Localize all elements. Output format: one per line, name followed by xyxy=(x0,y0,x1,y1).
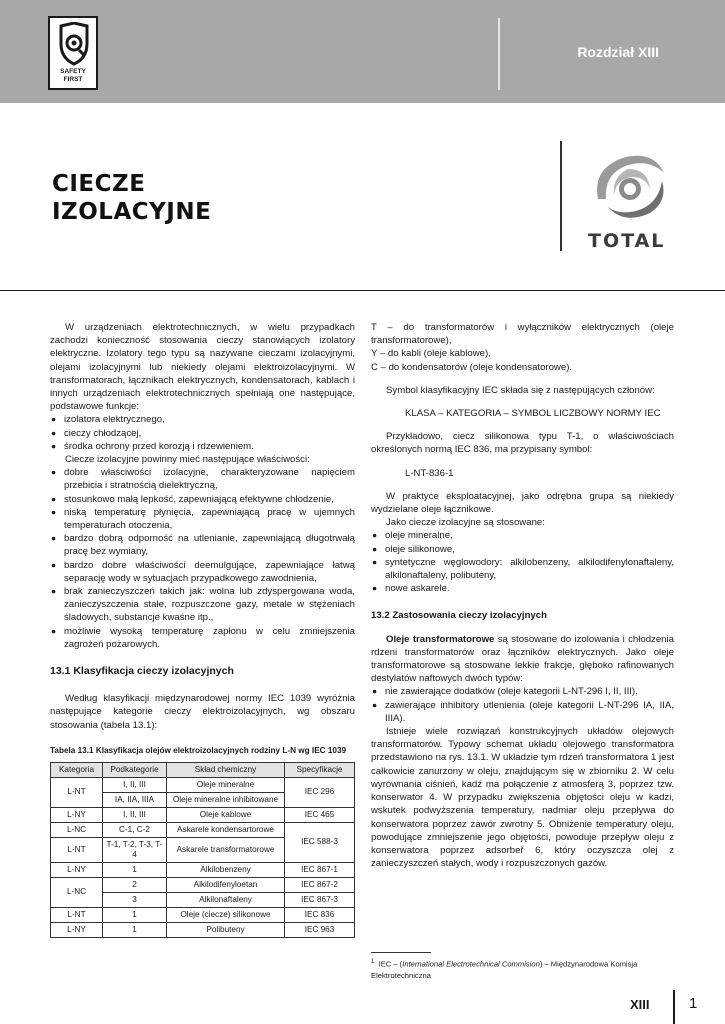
table-cell: L-NY xyxy=(51,807,103,822)
section-paragraph: Według klasyfikacji międzynarodowej normy IEC 1039 wyróżnia następujące kategorie cieczy elektroizolacyjnych, wg obszaru stosowania (tabela 13.1): xyxy=(50,693,355,731)
table-header-row xyxy=(51,762,355,777)
table-cell: Oleje kablowe xyxy=(167,807,285,822)
list-item: ● brak zanieczyszczeń takich jak: wolna lub zdyspergowana woda, zanieczyszczenia stałe, rozpuszczone gazy, metale w stężeniach śladowych, substancje kwaśne itp., xyxy=(50,585,355,625)
code-line: C – do kondensatorów (oleje kondensatorowe). xyxy=(371,361,573,373)
safety-shield-icon xyxy=(55,22,93,66)
table-row xyxy=(51,877,355,892)
table-cell: IEC 867-2 xyxy=(285,877,355,892)
table-cell: Alkilobenzeny xyxy=(167,862,285,877)
table-cell: L-NT xyxy=(51,837,103,862)
total-logo-icon xyxy=(588,147,670,227)
table-row xyxy=(51,862,355,877)
page-title xyxy=(52,170,211,226)
table-cell: Oleje (ciecze) silikonowe xyxy=(167,907,285,922)
list-item: ● nie zawierające dodatków (oleje kategorii L-NT-296 I, II, III), xyxy=(371,685,674,698)
header-band xyxy=(0,0,725,103)
table-cell: L-NT xyxy=(51,777,103,807)
table-cell: IEC 588-3 xyxy=(285,822,355,862)
properties-list xyxy=(50,466,355,651)
table-cell: IEC 867-1 xyxy=(285,862,355,877)
table-cell: L-NC xyxy=(51,822,103,837)
symbol-formula: KLASA – KATEGORIA – SYMBOL LICZBOWY NORMY IEC xyxy=(405,408,661,420)
table-cell: IEC 296 xyxy=(285,777,355,807)
list-item: ● cieczy chłodzącej, xyxy=(50,427,355,440)
footnote-prefix: IEC – ( xyxy=(378,959,403,969)
table-caption: Tabela 13.1 Klasyfikacja olejów elektroizolacyjnych rodziny L-N wg IEC 1039 xyxy=(50,745,347,755)
logo-text-line2: FIRST xyxy=(63,76,83,83)
list-item: ● oleje silikonowe, xyxy=(371,543,674,556)
table-row xyxy=(51,922,355,937)
list-item: ● stosunkowo małą lepkość, zapewniającą efektywne chłodzenie, xyxy=(50,493,355,506)
symbol-paragraph: Symbol klasyfikacyjny IEC składa się z następujących członów: xyxy=(386,384,655,396)
table-cell: 1 xyxy=(103,922,167,937)
list-item: ● bardzo dobre właściwości deemulgujące, zapewniające łatwą separację wody w sytuacjach przypadkowego zawodnienia, xyxy=(50,559,355,585)
table-cell: IEC 867-3 xyxy=(285,892,355,907)
table-cell: IEC 963 xyxy=(285,922,355,937)
oil-term: Oleje transformatorowe xyxy=(386,633,495,645)
table-cell: Oleje mineralne inhibitowane xyxy=(167,792,285,807)
properties-intro: Ciecze izolacyjne powinny mieć następujące właściwości: xyxy=(65,454,310,466)
left-column xyxy=(50,321,355,938)
brand-divider xyxy=(560,141,562,251)
code-line: T – do transformatorów i wyłączników elektrycznych (oleje transformatorowe), xyxy=(371,322,674,347)
table-row xyxy=(51,777,355,792)
table-cell: L-NC xyxy=(51,877,103,907)
table-cell: Oleje mineralne xyxy=(167,777,285,792)
list-item: ● oleje mineralne, xyxy=(371,529,674,542)
list-item: ● zawierające inhibitory utlenienia (oleje kategorii L-NT-296 IA, IIA, IIIA). xyxy=(371,699,674,725)
table-header: Kategoria xyxy=(51,762,103,777)
code-line: Y – do kabli (oleje kablowe), xyxy=(371,348,491,360)
table-cell: L-NY xyxy=(51,922,103,937)
oil-text: są stosowane do izolowania i chłodzenia rdzeni transformatorów oraz łączników elektrycznych. Jako oleje transformatorowe są stosowane lekkie frakcje, głęboko rafinowanych destylatów naftowych dwóch typów: xyxy=(371,633,674,685)
header-rule xyxy=(0,290,725,291)
list-item: ● nowe askarele. xyxy=(371,582,674,595)
table-cell: Polibuteny xyxy=(167,922,285,937)
table-row xyxy=(51,822,355,837)
intro-paragraph: W urządzeniach elektrotechnicznych, w wielu przypadkach zachodzi konieczność stosowania cieczy stanowiących izolatory elektryczne. Izolatory tego typu są nazywane cieczami izolacyjnymi, olejami izolacyjnymi lub niekiedy olejami elektroizolacyjnymi. W transformatorach, łącznikach elektrycznych, kondensatorach, kablach i innych urządzeniach elektrotechnicznych spełniają one następujące, podstawowe funkcje: xyxy=(50,322,355,413)
footer-chapter: XIII xyxy=(630,997,650,1012)
oil-types-list xyxy=(371,685,674,725)
safety-first-logo xyxy=(48,16,98,90)
page-number: 1 xyxy=(689,995,698,1012)
used-list xyxy=(371,529,674,595)
table-cell: L-NY xyxy=(51,862,103,877)
example-symbol: L-NT-836-1 xyxy=(405,467,454,479)
footnote-italic: International Electrotechnical Commision xyxy=(402,959,540,969)
right-column xyxy=(371,321,674,870)
table-row xyxy=(51,807,355,822)
table-cell: 1 xyxy=(103,862,167,877)
table-cell: IA, IIA, IIIA xyxy=(103,792,167,807)
section-heading-13-2: 13.2 Zastosowania cieczy izolacyjnych xyxy=(371,610,547,622)
table-cell: Askarele transformatorowe xyxy=(167,837,285,862)
title-line2: IZOLACYJNE xyxy=(52,199,212,225)
title-line1: CIECZE xyxy=(52,171,146,197)
footnote-suffix: ) – Międzynarodowa Komisja Elektrotechniczna xyxy=(371,959,638,980)
table-cell: L-NT xyxy=(51,907,103,922)
table-header: Skład chemiczny xyxy=(167,762,285,777)
practice-paragraph: W praktyce eksploatacyjnej, jako odrębna grupa są niekiedy wydzielane oleje łącznikowe. xyxy=(371,490,674,516)
table-cell: I, II, III xyxy=(103,807,167,822)
list-item: ● izolatora elektrycznego, xyxy=(50,413,355,426)
table-header: Podkategorie xyxy=(103,762,167,777)
section-heading-13-1: 13.1 Klasyfikacja cieczy izolacyjnych xyxy=(50,665,234,678)
list-item: ● dobre właściwości izolacyjne, charakteryzowane napięciem przebicia i stratnością dielektryczną, xyxy=(50,466,355,492)
table-cell: I, II, III xyxy=(103,777,167,792)
oil-paragraph xyxy=(371,633,674,686)
list-item: ● syntetyczne węglowodory: alkilobenzeny, alkilodifenylonaftaleny, alkilonaftaleny, polibuteny, xyxy=(371,556,674,582)
classification-table xyxy=(50,762,355,938)
list-item: ● środka ochrony przed korozją i rdzewieniem. xyxy=(50,440,355,453)
list-item: ● niską temperaturę płynięcia, zapewniającą pracę w ujemnych temperaturach otoczenia, xyxy=(50,506,355,532)
table-row xyxy=(51,907,355,922)
footer-divider xyxy=(673,990,675,1024)
table-cell: IEC 465 xyxy=(285,807,355,822)
solutions-paragraph: Istnieje wiele rozwiązań konstrukcyjnych układów olejowych transformatorów. Typowy schemat układu olejowego transformatora przedstawiono na rys. 13.1. W układzie tym rdzeń transformatora 1 jest całkowicie zanurzony w oleju, znajdującym się w zbiorniku 2. W celu wyrównania ciśnień, kadź ma połączenie z atmosferą 3, poprzez tzw. konserwator 4. W przypadku zwiększenia objętości oleju w kadzi, wskutek podwyższenia temperatury, nadmiar oleju przepływa do konserwatora poprzez zawór zwrotny 5. Obniżenie temperatury oleju, powodujące zmniejszenie jego objętości, powoduje przepływ oleju z konserwatora poprzez adsorbeř 6, który oczyszcza olej z zanieczyszczeń stałych, wody i rozpuszczonych gazów. xyxy=(371,726,674,870)
list-item: ● możliwie wysoką temperaturę zapłonu w celu zmniejszenia zagrożeń pożarowych. xyxy=(50,625,355,651)
table-cell: 3 xyxy=(103,892,167,907)
table-cell: Alkilodifenyloetan xyxy=(167,877,285,892)
list-item: ● bardzo dobrą odporność na utlenianie, zapewniającą długotrwałą pracę bez wymiany, xyxy=(50,532,355,558)
logo-text-line1: SAFETY xyxy=(60,68,86,75)
footnote xyxy=(371,957,674,981)
table-cell: 1 xyxy=(103,907,167,922)
header-divider xyxy=(498,18,500,90)
table-cell: Askarele kondensartorowe xyxy=(167,822,285,837)
table-cell: C-1, C-2 xyxy=(103,822,167,837)
brand-name: TOTAL xyxy=(588,230,666,252)
footnote-number: 1 xyxy=(371,959,375,965)
table-cell: IEC 836 xyxy=(285,907,355,922)
footnote-rule xyxy=(371,952,431,953)
functions-list xyxy=(50,413,355,453)
table-header: Specyfikacje xyxy=(285,762,355,777)
example-paragraph: Przykładowo, ciecz silikonowa typu T-1, o właściwościach określonych normą IEC 836, ma przypisany symbol: xyxy=(371,431,674,456)
chapter-label: Rozdział XIII xyxy=(577,44,659,60)
used-intro: Jako ciecze izolacyjne są stosowane: xyxy=(386,517,545,529)
table-cell: 2 xyxy=(103,877,167,892)
table-cell: Alkilonaftaleny xyxy=(167,892,285,907)
table-cell: T-1, T-2, T-3, T-4 xyxy=(103,837,167,862)
